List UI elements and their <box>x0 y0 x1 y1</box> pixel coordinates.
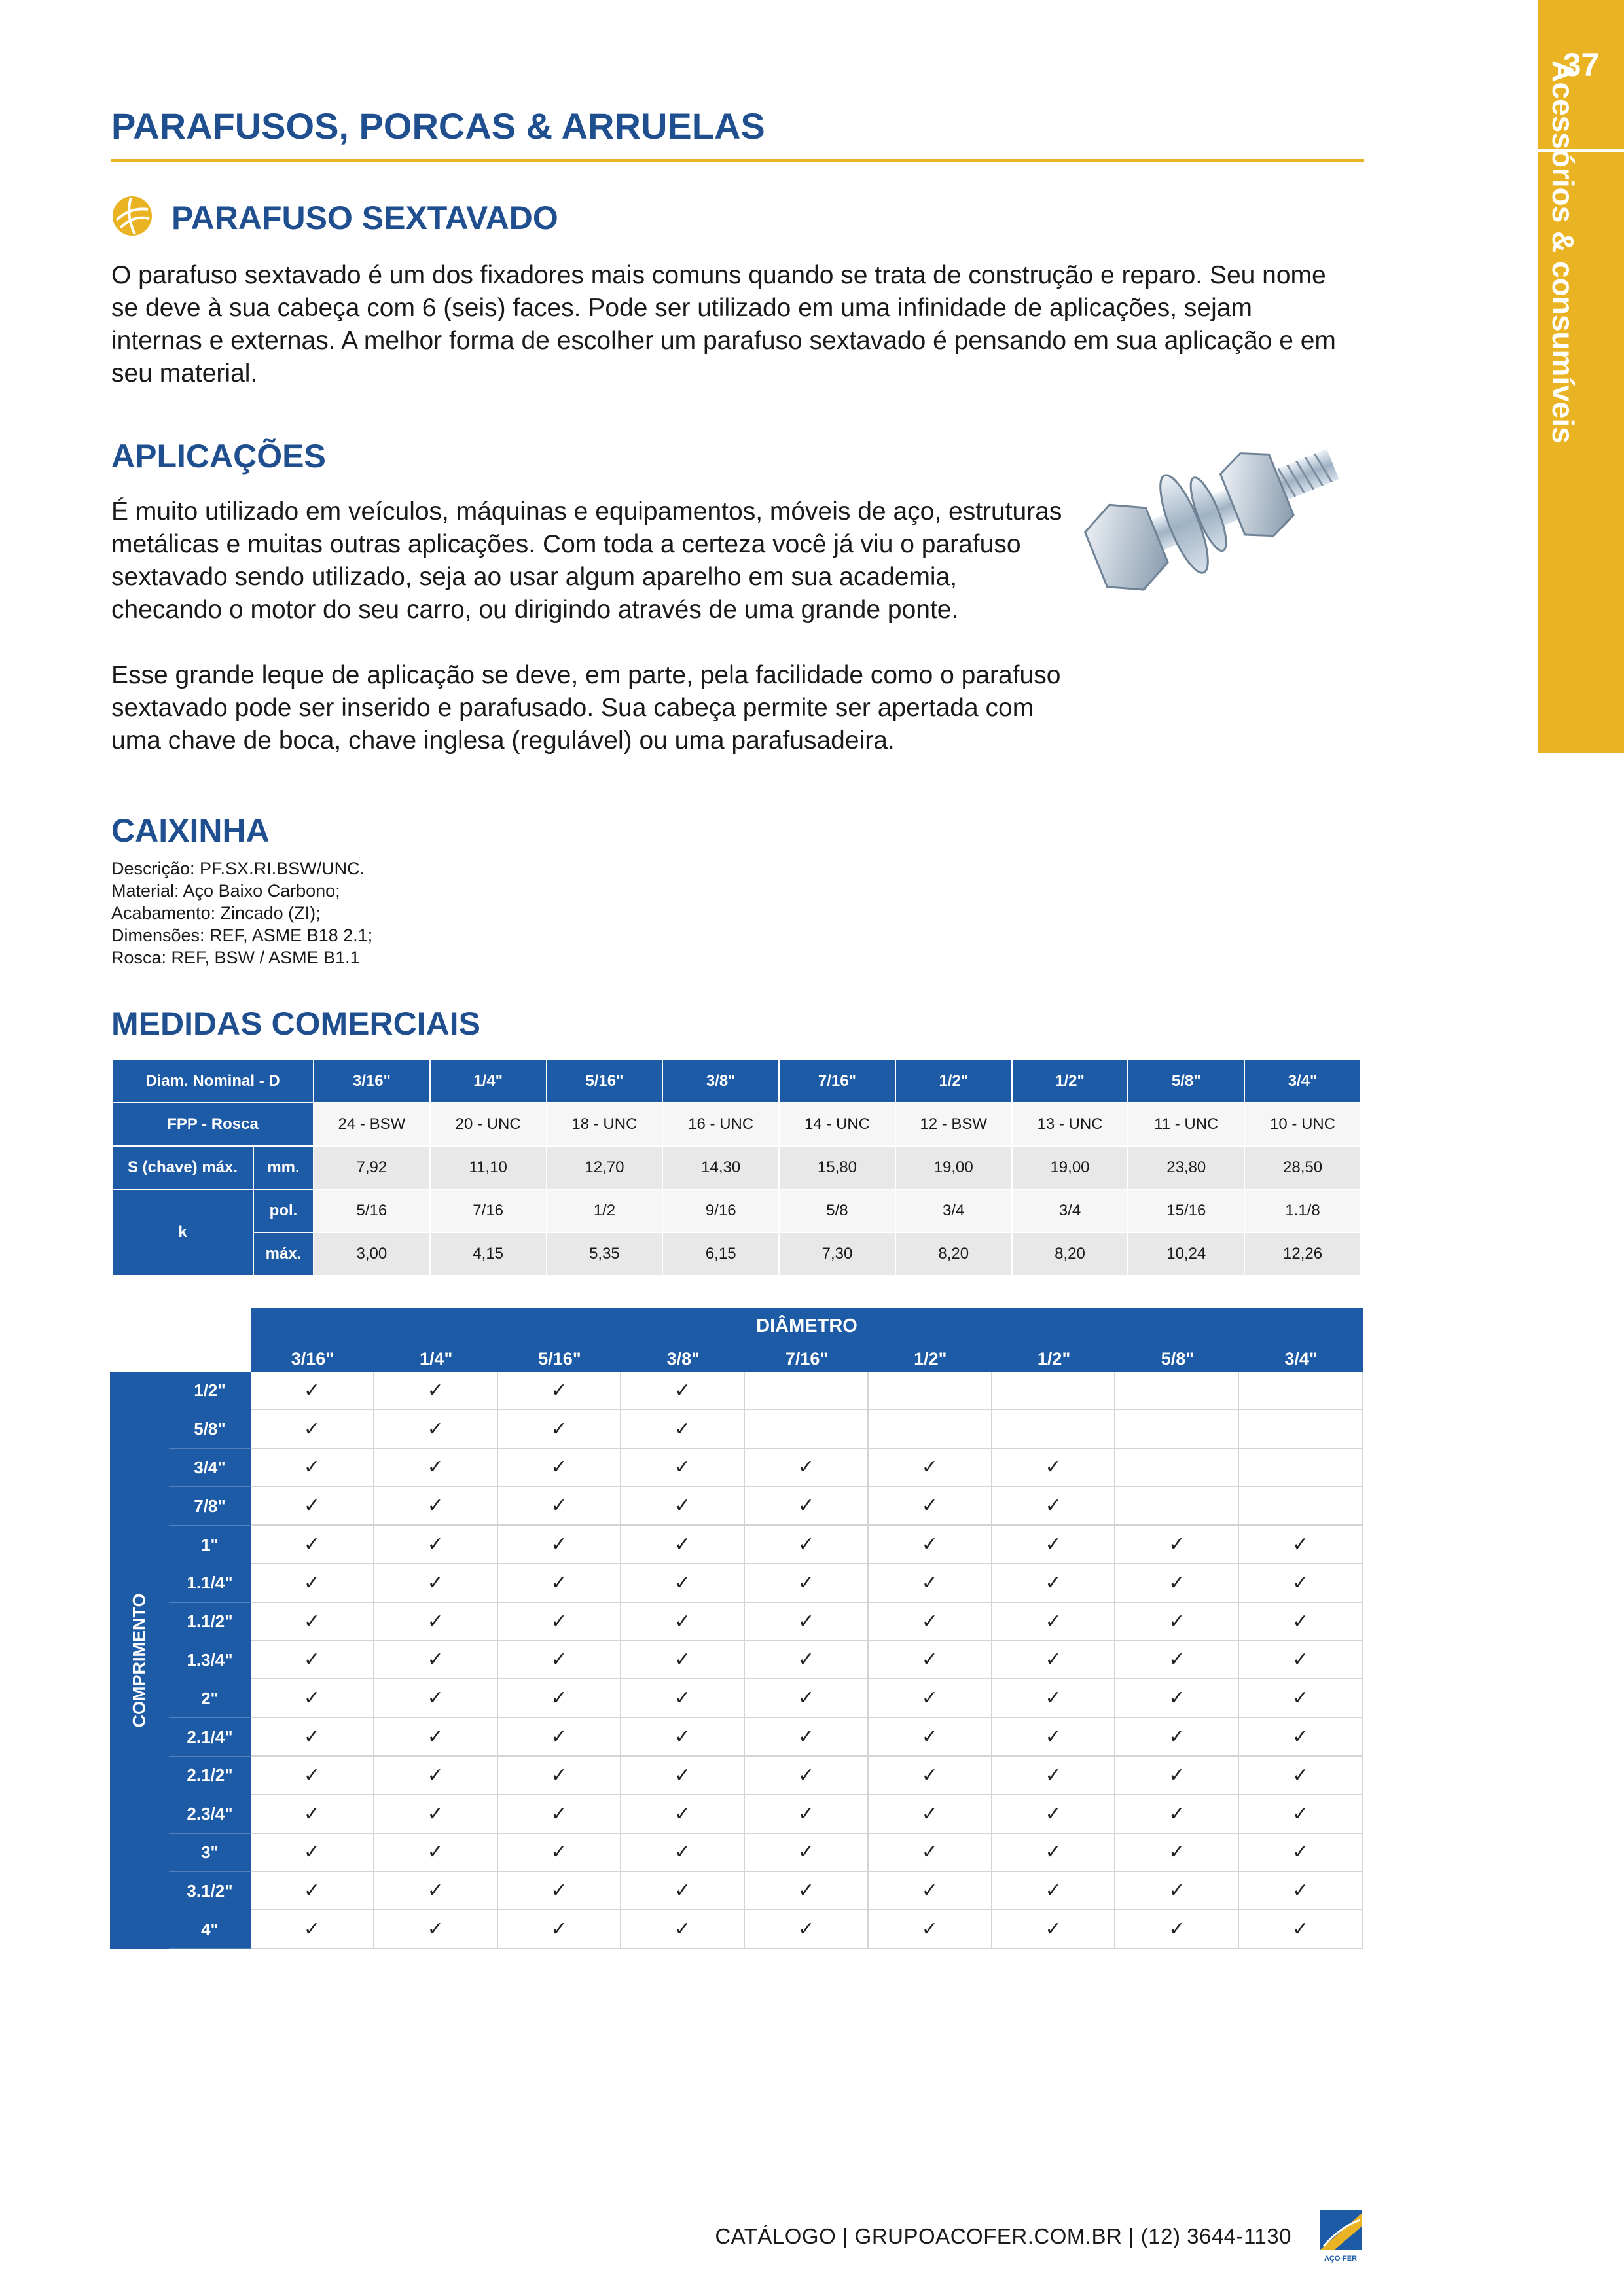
check-icon: ✓ <box>869 1795 992 1834</box>
check-icon: ✓ <box>745 1564 869 1603</box>
fpp-value: 10 - UNC <box>1244 1103 1361 1146</box>
check-icon: ✓ <box>498 1834 622 1873</box>
check-icon: ✓ <box>1115 1641 1239 1680</box>
check-icon: ✓ <box>251 1410 374 1449</box>
company-logo <box>1317 2207 1364 2265</box>
table-row <box>169 1410 1363 1449</box>
check-icon: ✓ <box>621 1679 745 1718</box>
check-icon: ✓ <box>1239 1834 1363 1873</box>
k-pol-value: 15/16 <box>1128 1189 1244 1232</box>
check-icon: ✓ <box>498 1757 622 1795</box>
check-icon: ✓ <box>374 1641 498 1680</box>
diam-label: Diam. Nominal - D <box>112 1060 314 1103</box>
fpp-value: 12 - BSW <box>895 1103 1012 1146</box>
check-icon: ✓ <box>498 1487 622 1526</box>
table-row <box>169 1487 1363 1526</box>
k-max-value: 3,00 <box>314 1232 430 1276</box>
empty-cell <box>1115 1487 1239 1526</box>
check-icon: ✓ <box>869 1910 992 1949</box>
check-icon: ✓ <box>374 1718 498 1757</box>
table-row <box>169 1679 1363 1718</box>
check-icon: ✓ <box>621 1910 745 1949</box>
check-icon: ✓ <box>1239 1910 1363 1949</box>
check-icon: ✓ <box>745 1872 869 1910</box>
check-icon: ✓ <box>374 1795 498 1834</box>
length-label: 7/8" <box>169 1487 251 1526</box>
check-icon: ✓ <box>1115 1910 1239 1949</box>
check-icon: ✓ <box>498 1372 622 1410</box>
check-icon: ✓ <box>745 1526 869 1564</box>
check-icon: ✓ <box>1115 1718 1239 1757</box>
spec-description: Descrição: PF.SX.RI.BSW/UNC. <box>111 859 365 878</box>
table-row <box>169 1795 1363 1834</box>
availability-rows <box>169 1372 1363 1949</box>
check-icon: ✓ <box>992 1834 1116 1873</box>
length-label: 5/8" <box>169 1410 251 1449</box>
check-icon: ✓ <box>621 1410 745 1449</box>
length-label: 3.1/2" <box>169 1872 251 1910</box>
k-pol-value: 5/16 <box>314 1189 430 1232</box>
check-icon: ✓ <box>498 1910 622 1949</box>
check-icon: ✓ <box>251 1910 374 1949</box>
check-icon: ✓ <box>992 1564 1116 1603</box>
check-icon: ✓ <box>621 1526 745 1564</box>
check-icon: ✓ <box>374 1410 498 1449</box>
check-icon: ✓ <box>869 1641 992 1680</box>
k-pol-value: 9/16 <box>662 1189 779 1232</box>
table-row <box>169 1718 1363 1757</box>
check-icon: ✓ <box>1239 1679 1363 1718</box>
product-title: PARAFUSO SEXTAVADO <box>171 200 558 236</box>
check-icon: ✓ <box>251 1872 374 1910</box>
s-label: S (chave) máx. <box>112 1146 253 1189</box>
s-value: 11,10 <box>430 1146 547 1189</box>
s-value: 19,00 <box>1012 1146 1128 1189</box>
check-icon: ✓ <box>1115 1834 1239 1873</box>
check-icon: ✓ <box>251 1449 374 1488</box>
fpp-value: 14 - UNC <box>779 1103 895 1146</box>
length-label: 1" <box>169 1526 251 1564</box>
check-icon: ✓ <box>745 1487 869 1526</box>
empty-cell <box>745 1372 869 1410</box>
fpp-value: 13 - UNC <box>1012 1103 1128 1146</box>
diam-row <box>112 1060 1361 1103</box>
s-value: 12,70 <box>547 1146 663 1189</box>
check-icon: ✓ <box>992 1757 1116 1795</box>
check-icon: ✓ <box>1239 1564 1363 1603</box>
check-icon: ✓ <box>621 1372 745 1410</box>
check-icon: ✓ <box>374 1872 498 1910</box>
check-icon: ✓ <box>992 1679 1116 1718</box>
length-label: 2.3/4" <box>169 1795 251 1834</box>
diameter-column: 3/8" <box>666 1349 700 1369</box>
diameter-column: 3/4" <box>1284 1349 1318 1369</box>
spec-material: Material: Aço Baixo Carbono; <box>111 881 340 901</box>
check-icon: ✓ <box>1115 1564 1239 1603</box>
empty-cell <box>992 1410 1116 1449</box>
check-icon: ✓ <box>1239 1526 1363 1564</box>
page-number: 37 <box>1562 46 1600 83</box>
check-icon: ✓ <box>621 1449 745 1488</box>
check-icon: ✓ <box>745 1834 869 1873</box>
check-icon: ✓ <box>498 1603 622 1641</box>
check-icon: ✓ <box>621 1757 745 1795</box>
check-icon: ✓ <box>1115 1603 1239 1641</box>
check-icon: ✓ <box>1115 1526 1239 1564</box>
table-row <box>169 1603 1363 1641</box>
k-pol-value: 1.1/8 <box>1244 1189 1361 1232</box>
diam-value: 3/8" <box>662 1060 779 1103</box>
fpp-label: FPP - Rosca <box>112 1103 314 1146</box>
s-value: 19,00 <box>895 1146 1012 1189</box>
check-icon: ✓ <box>992 1910 1116 1949</box>
k-pol-value: 1/2 <box>547 1189 663 1232</box>
bolt-product-image <box>1074 412 1362 609</box>
length-label: 2.1/2" <box>169 1757 251 1795</box>
check-icon: ✓ <box>621 1603 745 1641</box>
s-value: 14,30 <box>662 1146 779 1189</box>
length-label: 1/2" <box>169 1372 251 1410</box>
k-max-value: 8,20 <box>895 1232 1012 1276</box>
diameter-column: 5/16" <box>538 1349 581 1369</box>
check-icon: ✓ <box>1239 1795 1363 1834</box>
applications-paragraph-1: É muito utilizado em veículos, máquinas e equipamentos, móveis de aço, estruturas metálicas e muitas outras aplicações. Com toda a certeza você já viu o parafuso sextavado sendo utilizado, seja ao usar algum aparelho em sua academia, checando o motor do seu carro, ou dirigindo através de uma grande ponte. <box>111 497 1062 624</box>
k-pol-value: 3/4 <box>895 1189 1012 1232</box>
title-underline <box>111 159 1364 162</box>
check-icon: ✓ <box>1115 1872 1239 1910</box>
length-title: COMPRIMENTO <box>129 1593 149 1728</box>
spec-dimensions: Dimensões: REF, ASME B18 2.1; <box>111 925 373 945</box>
check-icon: ✓ <box>374 1757 498 1795</box>
spec-finish: Acabamento: Zincado (ZI); <box>111 903 321 923</box>
check-icon: ✓ <box>1239 1872 1363 1910</box>
check-icon: ✓ <box>498 1872 622 1910</box>
empty-cell <box>745 1410 869 1449</box>
check-icon: ✓ <box>745 1910 869 1949</box>
fpp-value: 16 - UNC <box>662 1103 779 1146</box>
check-icon: ✓ <box>1239 1757 1363 1795</box>
check-icon: ✓ <box>992 1526 1116 1564</box>
diameter-header <box>251 1308 1363 1372</box>
check-icon: ✓ <box>621 1718 745 1757</box>
diameter-column: 1/2" <box>1037 1349 1071 1369</box>
check-icon: ✓ <box>498 1795 622 1834</box>
length-label: 3/4" <box>169 1449 251 1488</box>
globe-icon <box>111 195 153 237</box>
intro-paragraph: O parafuso sextavado é um dos fixadores mais comuns quando se trata de construção e reparo. Seu nome se deve à sua cabeça com 6 (seis) faces. Pode ser utilizado em uma infinidade de aplicações, sejam internas e externas. A melhor forma de escolher um parafuso sextavado é pensando em sua aplicação e em seu material. <box>111 261 1336 387</box>
check-icon: ✓ <box>374 1526 498 1564</box>
check-icon: ✓ <box>1239 1641 1363 1680</box>
check-icon: ✓ <box>374 1449 498 1488</box>
length-label: 1.1/2" <box>169 1603 251 1641</box>
check-icon: ✓ <box>869 1872 992 1910</box>
fpp-value: 20 - UNC <box>430 1103 547 1146</box>
spec-list <box>111 857 372 969</box>
check-icon: ✓ <box>374 1679 498 1718</box>
check-icon: ✓ <box>251 1679 374 1718</box>
k-max-row <box>112 1232 1361 1276</box>
empty-cell <box>1239 1487 1363 1526</box>
diam-value: 1/2" <box>1012 1060 1128 1103</box>
k-label: k <box>112 1189 253 1276</box>
check-icon: ✓ <box>374 1834 498 1873</box>
k-max-value: 12,26 <box>1244 1232 1361 1276</box>
check-icon: ✓ <box>251 1603 374 1641</box>
check-icon: ✓ <box>621 1872 745 1910</box>
length-label: 2" <box>169 1679 251 1718</box>
spec-thread: Rosca: REF, BSW / ASME B1.1 <box>111 948 360 967</box>
check-icon: ✓ <box>745 1603 869 1641</box>
diameter-columns <box>251 1346 1363 1372</box>
check-icon: ✓ <box>1239 1603 1363 1641</box>
check-icon: ✓ <box>498 1526 622 1564</box>
diam-value: 5/16" <box>547 1060 663 1103</box>
applications-heading: APLICAÇÕES <box>111 438 326 475</box>
check-icon: ✓ <box>869 1564 992 1603</box>
check-icon: ✓ <box>869 1603 992 1641</box>
check-icon: ✓ <box>374 1910 498 1949</box>
empty-cell <box>869 1372 992 1410</box>
check-icon: ✓ <box>745 1449 869 1488</box>
table-row <box>169 1372 1363 1410</box>
table-row <box>169 1757 1363 1795</box>
check-icon: ✓ <box>869 1526 992 1564</box>
check-icon: ✓ <box>251 1795 374 1834</box>
diam-value: 1/2" <box>895 1060 1012 1103</box>
check-icon: ✓ <box>374 1564 498 1603</box>
diameter-column: 1/4" <box>420 1349 453 1369</box>
footer-text: CATÁLOGO | GRUPOACOFER.COM.BR | (12) 3644-1130 <box>715 2224 1291 2248</box>
table-row <box>169 1872 1363 1910</box>
check-icon: ✓ <box>992 1718 1116 1757</box>
check-icon: ✓ <box>498 1641 622 1680</box>
diameter-column: 1/2" <box>914 1349 947 1369</box>
check-icon: ✓ <box>745 1679 869 1718</box>
diam-value: 1/4" <box>430 1060 547 1103</box>
availability-grid <box>110 1308 1363 1949</box>
check-icon: ✓ <box>251 1718 374 1757</box>
empty-cell <box>869 1410 992 1449</box>
fpp-value: 18 - UNC <box>547 1103 663 1146</box>
check-icon: ✓ <box>869 1757 992 1795</box>
check-icon: ✓ <box>1115 1679 1239 1718</box>
length-label: 1.3/4" <box>169 1641 251 1680</box>
fpp-value: 24 - BSW <box>314 1103 430 1146</box>
check-icon: ✓ <box>869 1718 992 1757</box>
check-icon: ✓ <box>374 1487 498 1526</box>
check-icon: ✓ <box>621 1834 745 1873</box>
diam-value: 3/4" <box>1244 1060 1361 1103</box>
diameter-column: 3/16" <box>291 1349 334 1369</box>
check-icon: ✓ <box>498 1410 622 1449</box>
s-value: 23,80 <box>1128 1146 1244 1189</box>
empty-cell <box>992 1372 1116 1410</box>
logo-text: AÇO-FER <box>1324 2255 1358 2263</box>
k-max-value: 7,30 <box>779 1232 895 1276</box>
s-unit: mm. <box>253 1146 314 1189</box>
k-max-value: 10,24 <box>1128 1232 1244 1276</box>
diameter-column: 7/16" <box>785 1349 829 1369</box>
check-icon: ✓ <box>621 1795 745 1834</box>
check-icon: ✓ <box>869 1487 992 1526</box>
diam-value: 7/16" <box>779 1060 895 1103</box>
check-icon: ✓ <box>992 1603 1116 1641</box>
diam-value: 3/16" <box>314 1060 430 1103</box>
check-icon: ✓ <box>251 1372 374 1410</box>
check-icon: ✓ <box>251 1757 374 1795</box>
k-max-value: 8,20 <box>1012 1232 1128 1276</box>
k-max-label: máx. <box>253 1232 314 1276</box>
diam-value: 5/8" <box>1128 1060 1244 1103</box>
empty-cell <box>1239 1449 1363 1488</box>
s-value: 28,50 <box>1244 1146 1361 1189</box>
table-row <box>169 1834 1363 1873</box>
k-pol-value: 5/8 <box>779 1189 895 1232</box>
s-value: 15,80 <box>779 1146 895 1189</box>
k-max-value: 6,15 <box>662 1232 779 1276</box>
length-label: 3" <box>169 1834 251 1873</box>
check-icon: ✓ <box>498 1679 622 1718</box>
check-icon: ✓ <box>251 1641 374 1680</box>
s-row <box>112 1146 1361 1189</box>
check-icon: ✓ <box>1115 1795 1239 1834</box>
section-tab-label: Acessórios & consumíveis <box>1546 60 1580 444</box>
k-pol-value: 3/4 <box>1012 1189 1128 1232</box>
check-icon: ✓ <box>621 1641 745 1680</box>
table-row <box>169 1564 1363 1603</box>
medidas-table <box>111 1059 1362 1276</box>
empty-cell <box>1115 1449 1239 1488</box>
caixinha-heading: CAIXINHA <box>111 812 270 849</box>
check-icon: ✓ <box>745 1718 869 1757</box>
check-icon: ✓ <box>621 1487 745 1526</box>
table-row <box>169 1449 1363 1488</box>
check-icon: ✓ <box>374 1603 498 1641</box>
check-icon: ✓ <box>992 1795 1116 1834</box>
check-icon: ✓ <box>869 1449 992 1488</box>
check-icon: ✓ <box>745 1795 869 1834</box>
check-icon: ✓ <box>498 1449 622 1488</box>
check-icon: ✓ <box>992 1872 1116 1910</box>
k-pol-value: 7/16 <box>430 1189 547 1232</box>
check-icon: ✓ <box>251 1487 374 1526</box>
empty-cell <box>1239 1410 1363 1449</box>
fpp-row <box>112 1103 1361 1146</box>
check-icon: ✓ <box>251 1834 374 1873</box>
s-value: 7,92 <box>314 1146 430 1189</box>
fpp-value: 11 - UNC <box>1128 1103 1244 1146</box>
length-label: 4" <box>169 1910 251 1949</box>
k-max-value: 4,15 <box>430 1232 547 1276</box>
k-max-value: 5,35 <box>547 1232 663 1276</box>
check-icon: ✓ <box>869 1679 992 1718</box>
table-row <box>169 1526 1363 1564</box>
check-icon: ✓ <box>992 1641 1116 1680</box>
k-pol-row <box>112 1189 1361 1232</box>
check-icon: ✓ <box>745 1641 869 1680</box>
k-pol-label: pol. <box>253 1189 314 1232</box>
length-label: 2.1/4" <box>169 1718 251 1757</box>
medidas-heading: MEDIDAS COMERCIAIS <box>111 1005 480 1042</box>
check-icon: ✓ <box>251 1564 374 1603</box>
check-icon: ✓ <box>869 1834 992 1873</box>
check-icon: ✓ <box>251 1526 374 1564</box>
diameter-column: 5/8" <box>1161 1349 1195 1369</box>
length-side-bar <box>110 1372 169 1949</box>
page-title: PARAFUSOS, PORCAS & ARRUELAS <box>111 105 765 147</box>
diameter-title: DIÂMETRO <box>756 1316 857 1336</box>
check-icon: ✓ <box>498 1718 622 1757</box>
check-icon: ✓ <box>498 1564 622 1603</box>
applications-paragraph-2: Esse grande leque de aplicação se deve, em parte, pela facilidade como o parafuso sextavado pode ser inserido e parafusado. Sua cabeça permite ser apertada com uma chave de boca, chave inglesa (regulável) ou uma parafusadeira. <box>111 661 1061 755</box>
table-row <box>169 1641 1363 1680</box>
length-label: 1.1/4" <box>169 1564 251 1603</box>
empty-cell <box>1115 1372 1239 1410</box>
empty-cell <box>1239 1372 1363 1410</box>
table-row <box>169 1910 1363 1949</box>
check-icon: ✓ <box>992 1487 1116 1526</box>
check-icon: ✓ <box>1115 1757 1239 1795</box>
check-icon: ✓ <box>745 1757 869 1795</box>
check-icon: ✓ <box>374 1372 498 1410</box>
check-icon: ✓ <box>621 1564 745 1603</box>
check-icon: ✓ <box>992 1449 1116 1488</box>
check-icon: ✓ <box>1239 1718 1363 1757</box>
empty-cell <box>1115 1410 1239 1449</box>
